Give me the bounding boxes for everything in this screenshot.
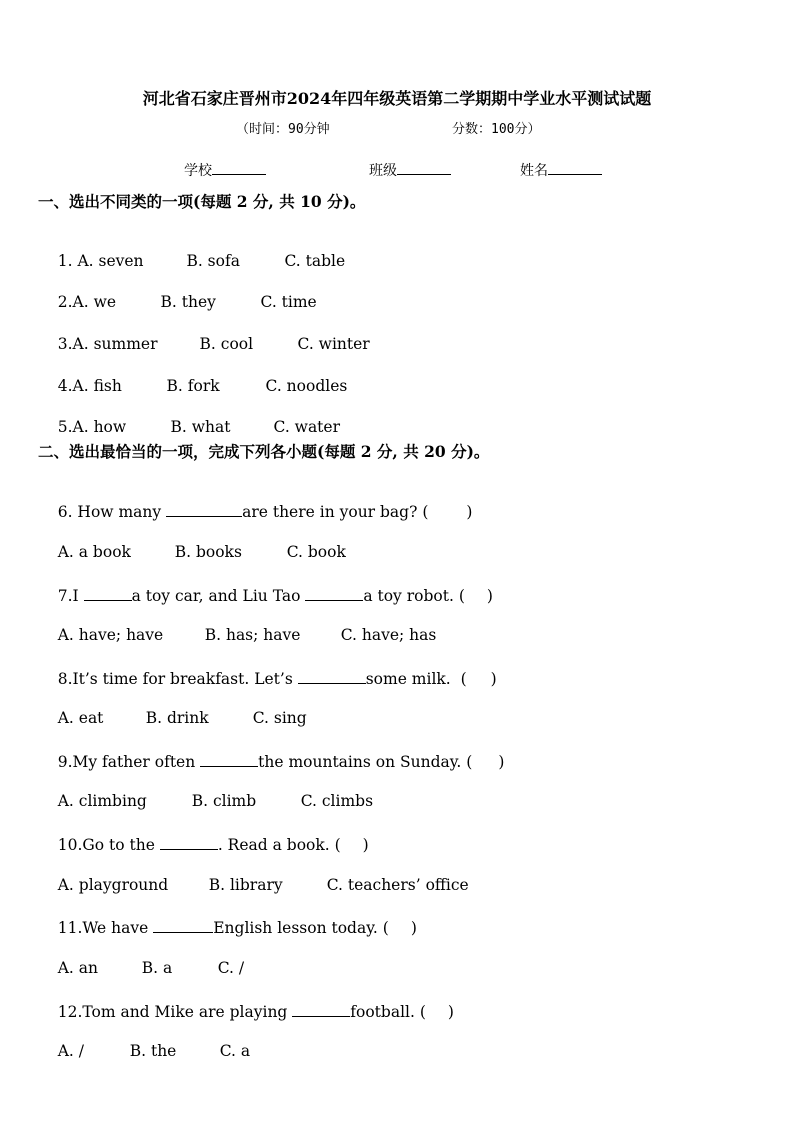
stem-text: . Read a book. ( bbox=[217, 836, 341, 854]
option-a: A. summer bbox=[72, 335, 158, 353]
name-blank[interactable] bbox=[548, 160, 602, 175]
option-c: C. / bbox=[217, 959, 245, 977]
stem-text: some milk. ( bbox=[365, 670, 467, 688]
answer-blank[interactable] bbox=[166, 501, 242, 517]
option-c: C. teachers’ office bbox=[326, 876, 469, 894]
stem-text: 9.My father often bbox=[57, 753, 201, 771]
option-c: C. book bbox=[286, 543, 346, 561]
stem-text: a toy car, and Liu Tao bbox=[131, 587, 306, 605]
exam-score: 分数：100分） bbox=[452, 122, 541, 137]
name-field bbox=[520, 160, 602, 180]
option-c: C. sing bbox=[252, 709, 307, 727]
option-a: A. have; have bbox=[57, 626, 164, 644]
stem-text: ) bbox=[486, 587, 493, 605]
name-label: 姓名 bbox=[520, 163, 548, 179]
stem-text: ) bbox=[362, 836, 369, 854]
option-c: C. climbs bbox=[300, 792, 374, 810]
option-a: A. fish bbox=[72, 377, 122, 395]
option-b: B. books bbox=[174, 543, 242, 561]
answer-blank[interactable] bbox=[298, 668, 366, 684]
option-c: C. table bbox=[284, 252, 346, 270]
option-b: B. what bbox=[170, 418, 231, 436]
stem-text: ) bbox=[447, 1003, 454, 1021]
stem-text: 12.Tom and Mike are playing bbox=[57, 1003, 293, 1021]
option-b: B. has; have bbox=[204, 626, 301, 644]
section1-heading: 一、选出不同类的一项(每题 2 分, 共 10 分)。 bbox=[38, 192, 366, 211]
school-blank[interactable] bbox=[212, 160, 266, 175]
option-a: A. we bbox=[72, 293, 117, 311]
option-b: B. the bbox=[129, 1042, 177, 1060]
stem-text: 10.Go to the bbox=[57, 836, 160, 854]
question-number: 2. bbox=[57, 293, 73, 311]
option-a: A. playground bbox=[57, 876, 169, 894]
option-a: A. a book bbox=[57, 543, 131, 561]
option-b: B. sofa bbox=[186, 252, 240, 270]
option-c: C. winter bbox=[297, 335, 370, 353]
option-c: C. noodles bbox=[265, 377, 348, 395]
option-b: B. drink bbox=[145, 709, 209, 727]
answer-blank[interactable] bbox=[292, 1001, 350, 1017]
question-number: 3. bbox=[57, 335, 73, 353]
option-a: A. how bbox=[72, 418, 127, 436]
option-c: C. water bbox=[273, 418, 340, 436]
question-number: 4. bbox=[57, 377, 73, 395]
option-a: A. seven bbox=[77, 252, 144, 270]
option-a: A. climbing bbox=[57, 792, 147, 810]
option-b: B. cool bbox=[199, 335, 254, 353]
stem-text: a toy robot. ( bbox=[363, 587, 465, 605]
school-field bbox=[184, 160, 266, 180]
exam-title: 河北省石家庄晋州市2024年四年级英语第二学期期中学业水平测试试题 bbox=[142, 89, 652, 108]
class-blank[interactable] bbox=[397, 160, 451, 175]
stem-text: English lesson today. ( bbox=[213, 919, 389, 937]
option-b: B. they bbox=[160, 293, 216, 311]
class-label: 班级 bbox=[369, 163, 397, 179]
section2-heading: 二、选出最恰当的一项，完成下列各小题(每题 2 分, 共 20 分)。 bbox=[38, 442, 490, 461]
answer-blank[interactable] bbox=[305, 585, 363, 601]
stem-text: ) bbox=[490, 670, 497, 688]
question-number: 1. bbox=[57, 252, 78, 270]
option-a: A. eat bbox=[57, 709, 104, 727]
stem-text: ) bbox=[410, 919, 417, 937]
stem-text: ) bbox=[498, 753, 505, 771]
stem-text: football. ( bbox=[350, 1003, 426, 1021]
stem-text: ) bbox=[466, 503, 473, 521]
question-12-options bbox=[38, 1024, 250, 1078]
class-field bbox=[369, 160, 451, 180]
stem-text: 7.I bbox=[57, 587, 84, 605]
question-number: 5. bbox=[57, 418, 73, 436]
answer-blank[interactable] bbox=[153, 917, 213, 933]
option-a: A. an bbox=[57, 959, 98, 977]
answer-blank[interactable] bbox=[84, 585, 132, 601]
option-c: C. time bbox=[260, 293, 317, 311]
school-label: 学校 bbox=[184, 163, 212, 179]
option-b: B. climb bbox=[191, 792, 257, 810]
stem-text: the mountains on Sunday. ( bbox=[258, 753, 473, 771]
option-b: B. fork bbox=[166, 377, 220, 395]
option-a: A. / bbox=[57, 1042, 84, 1060]
answer-blank[interactable] bbox=[200, 751, 258, 767]
exam-time: （时间：90分钟 bbox=[236, 122, 330, 137]
stem-text: are there in your bag? ( bbox=[242, 503, 429, 521]
stem-text: 6. How many bbox=[57, 503, 167, 521]
option-b: B. library bbox=[208, 876, 283, 894]
option-b: B. a bbox=[141, 959, 173, 977]
option-c: C. have; has bbox=[340, 626, 437, 644]
stem-text: 11.We have bbox=[57, 919, 154, 937]
answer-blank[interactable] bbox=[160, 834, 218, 850]
stem-text: 8.It’s time for breakfast. Let’s bbox=[57, 670, 298, 688]
option-c: C. a bbox=[219, 1042, 251, 1060]
